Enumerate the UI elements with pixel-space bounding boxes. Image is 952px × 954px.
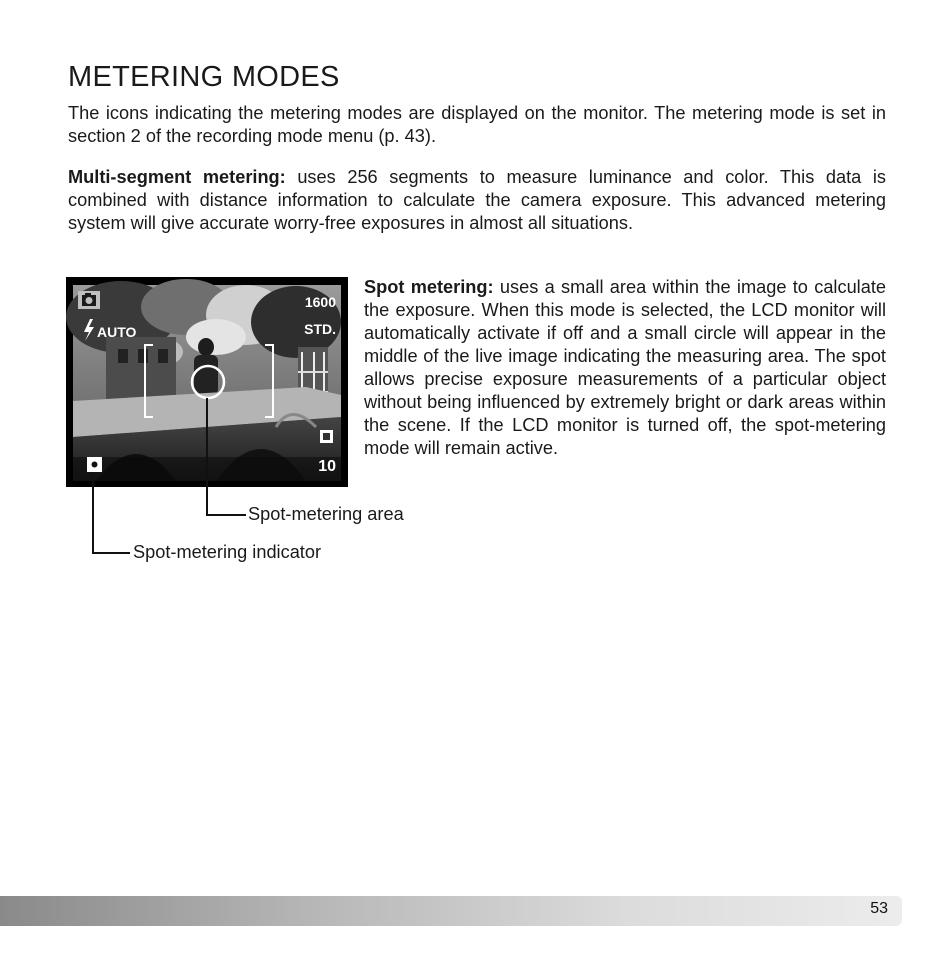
flash-mode-label: AUTO bbox=[97, 324, 137, 340]
spot-metering-icon bbox=[87, 457, 102, 472]
spot-indicator-callout: Spot-metering indicator bbox=[133, 542, 322, 562]
spot-area-leader-horizontal bbox=[206, 514, 246, 516]
camera-mode-icon bbox=[78, 291, 100, 309]
spot-area-callout: Spot-metering area bbox=[248, 504, 404, 524]
image-size-icon bbox=[320, 430, 333, 443]
frames-remaining: 10 bbox=[318, 458, 336, 475]
spot-area-leader-vertical bbox=[206, 398, 208, 515]
live-image-scene bbox=[66, 279, 341, 481]
multi-segment-term: Multi-segment metering: bbox=[68, 167, 286, 187]
indicator-leader-horizontal bbox=[92, 552, 130, 554]
spot-metering-text: uses a small area within the image to calculate the exposure. When this mode is selected, the LCD monitor will automatically activate if off and a small circle will appear in the middle of the live image indicating the measuring area. The spot allows precise exposure measurements of a particular object without being influenced by extremely bright or dark areas within the scene. If the LCD monitor is turned off, the spot-metering mode will remain active. bbox=[364, 277, 887, 458]
quality-label: STD. bbox=[304, 321, 336, 337]
spot-metering-paragraph bbox=[364, 276, 886, 460]
intro-paragraph: The icons indicating the metering modes are displayed on the monitor. The metering mode is set in section 2 of the recording mode menu (p. 43). bbox=[68, 103, 886, 146]
page-title: METERING MODES bbox=[68, 61, 340, 93]
multi-segment-text: uses 256 segments to measure luminance and color. This data is combined with distance information to calculate the camera exposure. This advanced metering system will give accurate worry-free exposures in almost all situations. bbox=[68, 167, 886, 233]
footer-bar bbox=[0, 896, 902, 926]
multi-segment-paragraph bbox=[68, 166, 886, 235]
iso-label: 1600 bbox=[304, 294, 336, 310]
indicator-leader-vertical bbox=[92, 472, 94, 553]
spot-metering-term: Spot metering: bbox=[364, 277, 494, 297]
page-number: 53 bbox=[870, 900, 888, 917]
